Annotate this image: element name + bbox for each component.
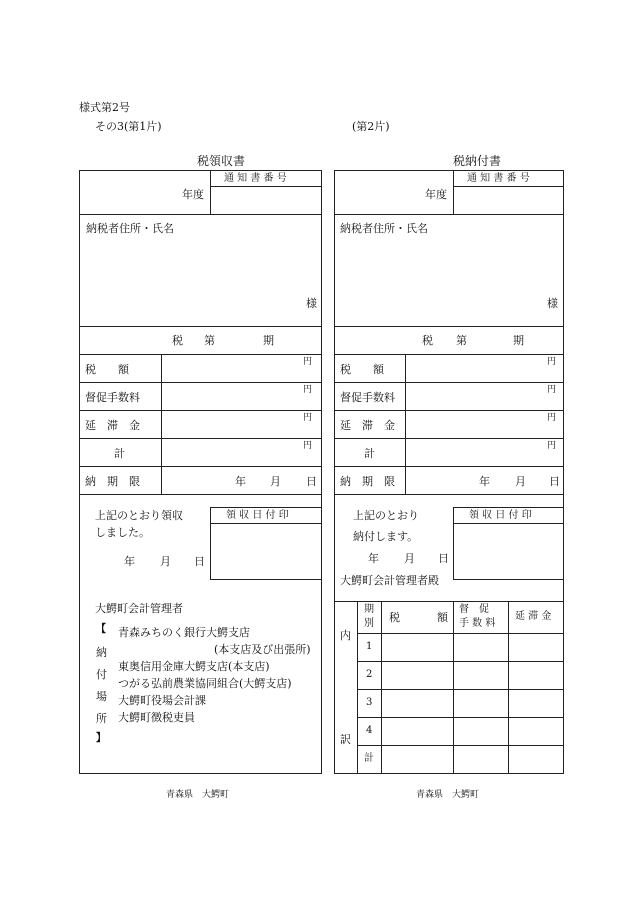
left-row-label: 延 滞 金	[85, 419, 140, 432]
right-sama: 様	[547, 297, 558, 310]
left-taxpayer-label: 納税者住所・氏名	[86, 222, 174, 235]
left-period-no: 第	[204, 334, 215, 347]
breakdown-row-label: 3	[366, 697, 373, 708]
head-fee: 手 数 料	[459, 618, 496, 629]
left-row-label: 計	[114, 447, 125, 460]
right-row-label: 計	[364, 447, 375, 460]
left-stamp-label: 領 収 日 付 印	[226, 510, 289, 521]
left-received-month: 月	[160, 555, 171, 568]
left-footer: 青森県 大鰐町	[166, 790, 230, 800]
right-paid-year: 年	[368, 552, 379, 565]
breakdown-row-label: 4	[366, 725, 373, 736]
right-footer: 青森県 大鰐町	[416, 790, 480, 800]
place-char: 付	[96, 668, 107, 681]
left-row-label: 督促手数料	[85, 391, 140, 404]
breakdown-side-top: 内	[340, 629, 351, 642]
left-deadline-year: 年	[235, 475, 246, 488]
left-period-tax: 税	[172, 334, 183, 347]
left-row-label: 税 額	[85, 363, 129, 376]
right-deadline-label: 納 期 限	[340, 475, 395, 488]
place-char: 納	[96, 646, 107, 659]
left-notice-no-label: 通 知 書 番 号	[224, 173, 287, 184]
right-year-label: 年度	[425, 188, 447, 201]
place-char: 場	[96, 690, 107, 703]
right-row-label: 督促手数料	[340, 391, 395, 404]
right-addressee: 大鰐町会計管理者殿	[340, 574, 439, 587]
right-deadline-month: 月	[515, 475, 526, 488]
breakdown-side-bottom: 訳	[340, 733, 351, 746]
left-treasurer: 大鰐町会計管理者	[95, 602, 183, 615]
left-received-text-2: しました。	[95, 526, 150, 539]
left-row-unit: 円	[303, 413, 313, 423]
head-period: 期	[364, 604, 374, 615]
right-period-no: 第	[456, 334, 467, 347]
bank-line: 青森みちのく銀行大鰐支店	[118, 626, 250, 639]
right-stamp-label: 領 収 日 付 印	[469, 510, 532, 521]
right-deadline-day: 日	[549, 475, 560, 488]
right-paid-text-1: 上記のとおり	[353, 509, 419, 522]
right-row-label: 延 滞 金	[340, 419, 395, 432]
left-deadline-month: 月	[270, 475, 281, 488]
left-received-year: 年	[124, 555, 135, 568]
head-late: 延 滞 金	[515, 611, 552, 622]
breakdown-row-label: 計	[364, 753, 374, 764]
bank-line: (本支店及び出張所)	[214, 643, 311, 656]
right-row-unit: 円	[547, 357, 557, 367]
head-tax: 税	[389, 611, 400, 624]
left-row-unit: 円	[303, 385, 313, 395]
breakdown-row-label: 1	[366, 641, 373, 652]
right-row-unit: 円	[547, 441, 557, 451]
bank-line: 大鰐町役場会計課	[118, 694, 206, 707]
place-char: 所	[96, 712, 107, 725]
head-period: 別	[364, 618, 374, 629]
right-notice-no-label: 通 知 書 番 号	[467, 173, 530, 184]
right-taxpayer-label: 納税者住所・氏名	[340, 222, 428, 235]
left-sama: 様	[306, 297, 317, 310]
bank-line: 東奥信用金庫大鰐支店(本支店)	[118, 660, 270, 673]
left-period-ki: 期	[263, 334, 274, 347]
bank-line: つがる弘前農業協同組合(大鰐支店)	[118, 677, 292, 690]
left-year-label: 年度	[182, 188, 204, 201]
right-paid-text-2: 納付します。	[353, 530, 419, 543]
breakdown-row-label: 2	[366, 669, 373, 680]
form-number: 様式第2号	[79, 101, 130, 114]
bank-line: 大鰐町徴税吏員	[118, 711, 195, 724]
left-row-unit: 円	[303, 441, 313, 451]
bracket-open-icon: 【	[96, 624, 106, 635]
right-row-unit: 円	[547, 385, 557, 395]
right-paid-day: 日	[438, 552, 449, 565]
right-row-label: 税 額	[340, 363, 384, 376]
left-title: 税領収書	[197, 154, 246, 168]
left-row-unit: 円	[303, 357, 313, 367]
left-deadline-day: 日	[306, 475, 317, 488]
right-deadline-year: 年	[479, 475, 490, 488]
right-title: 税納付書	[453, 154, 502, 168]
right-period-tax: 税	[422, 334, 433, 347]
right-period-ki: 期	[513, 334, 524, 347]
part2-label: (第2片)	[352, 120, 390, 133]
head-fee: 督 促	[459, 604, 489, 615]
left-deadline-label: 納 期 限	[85, 475, 140, 488]
head-tax: 額	[437, 611, 448, 624]
right-paid-month: 月	[404, 552, 415, 565]
left-received-day: 日	[194, 555, 205, 568]
left-received-text-1: 上記のとおり領収	[95, 509, 183, 522]
bracket-close-icon: 】	[96, 733, 106, 744]
part-label: その3(第1片)	[95, 120, 162, 133]
right-row-unit: 円	[547, 413, 557, 423]
